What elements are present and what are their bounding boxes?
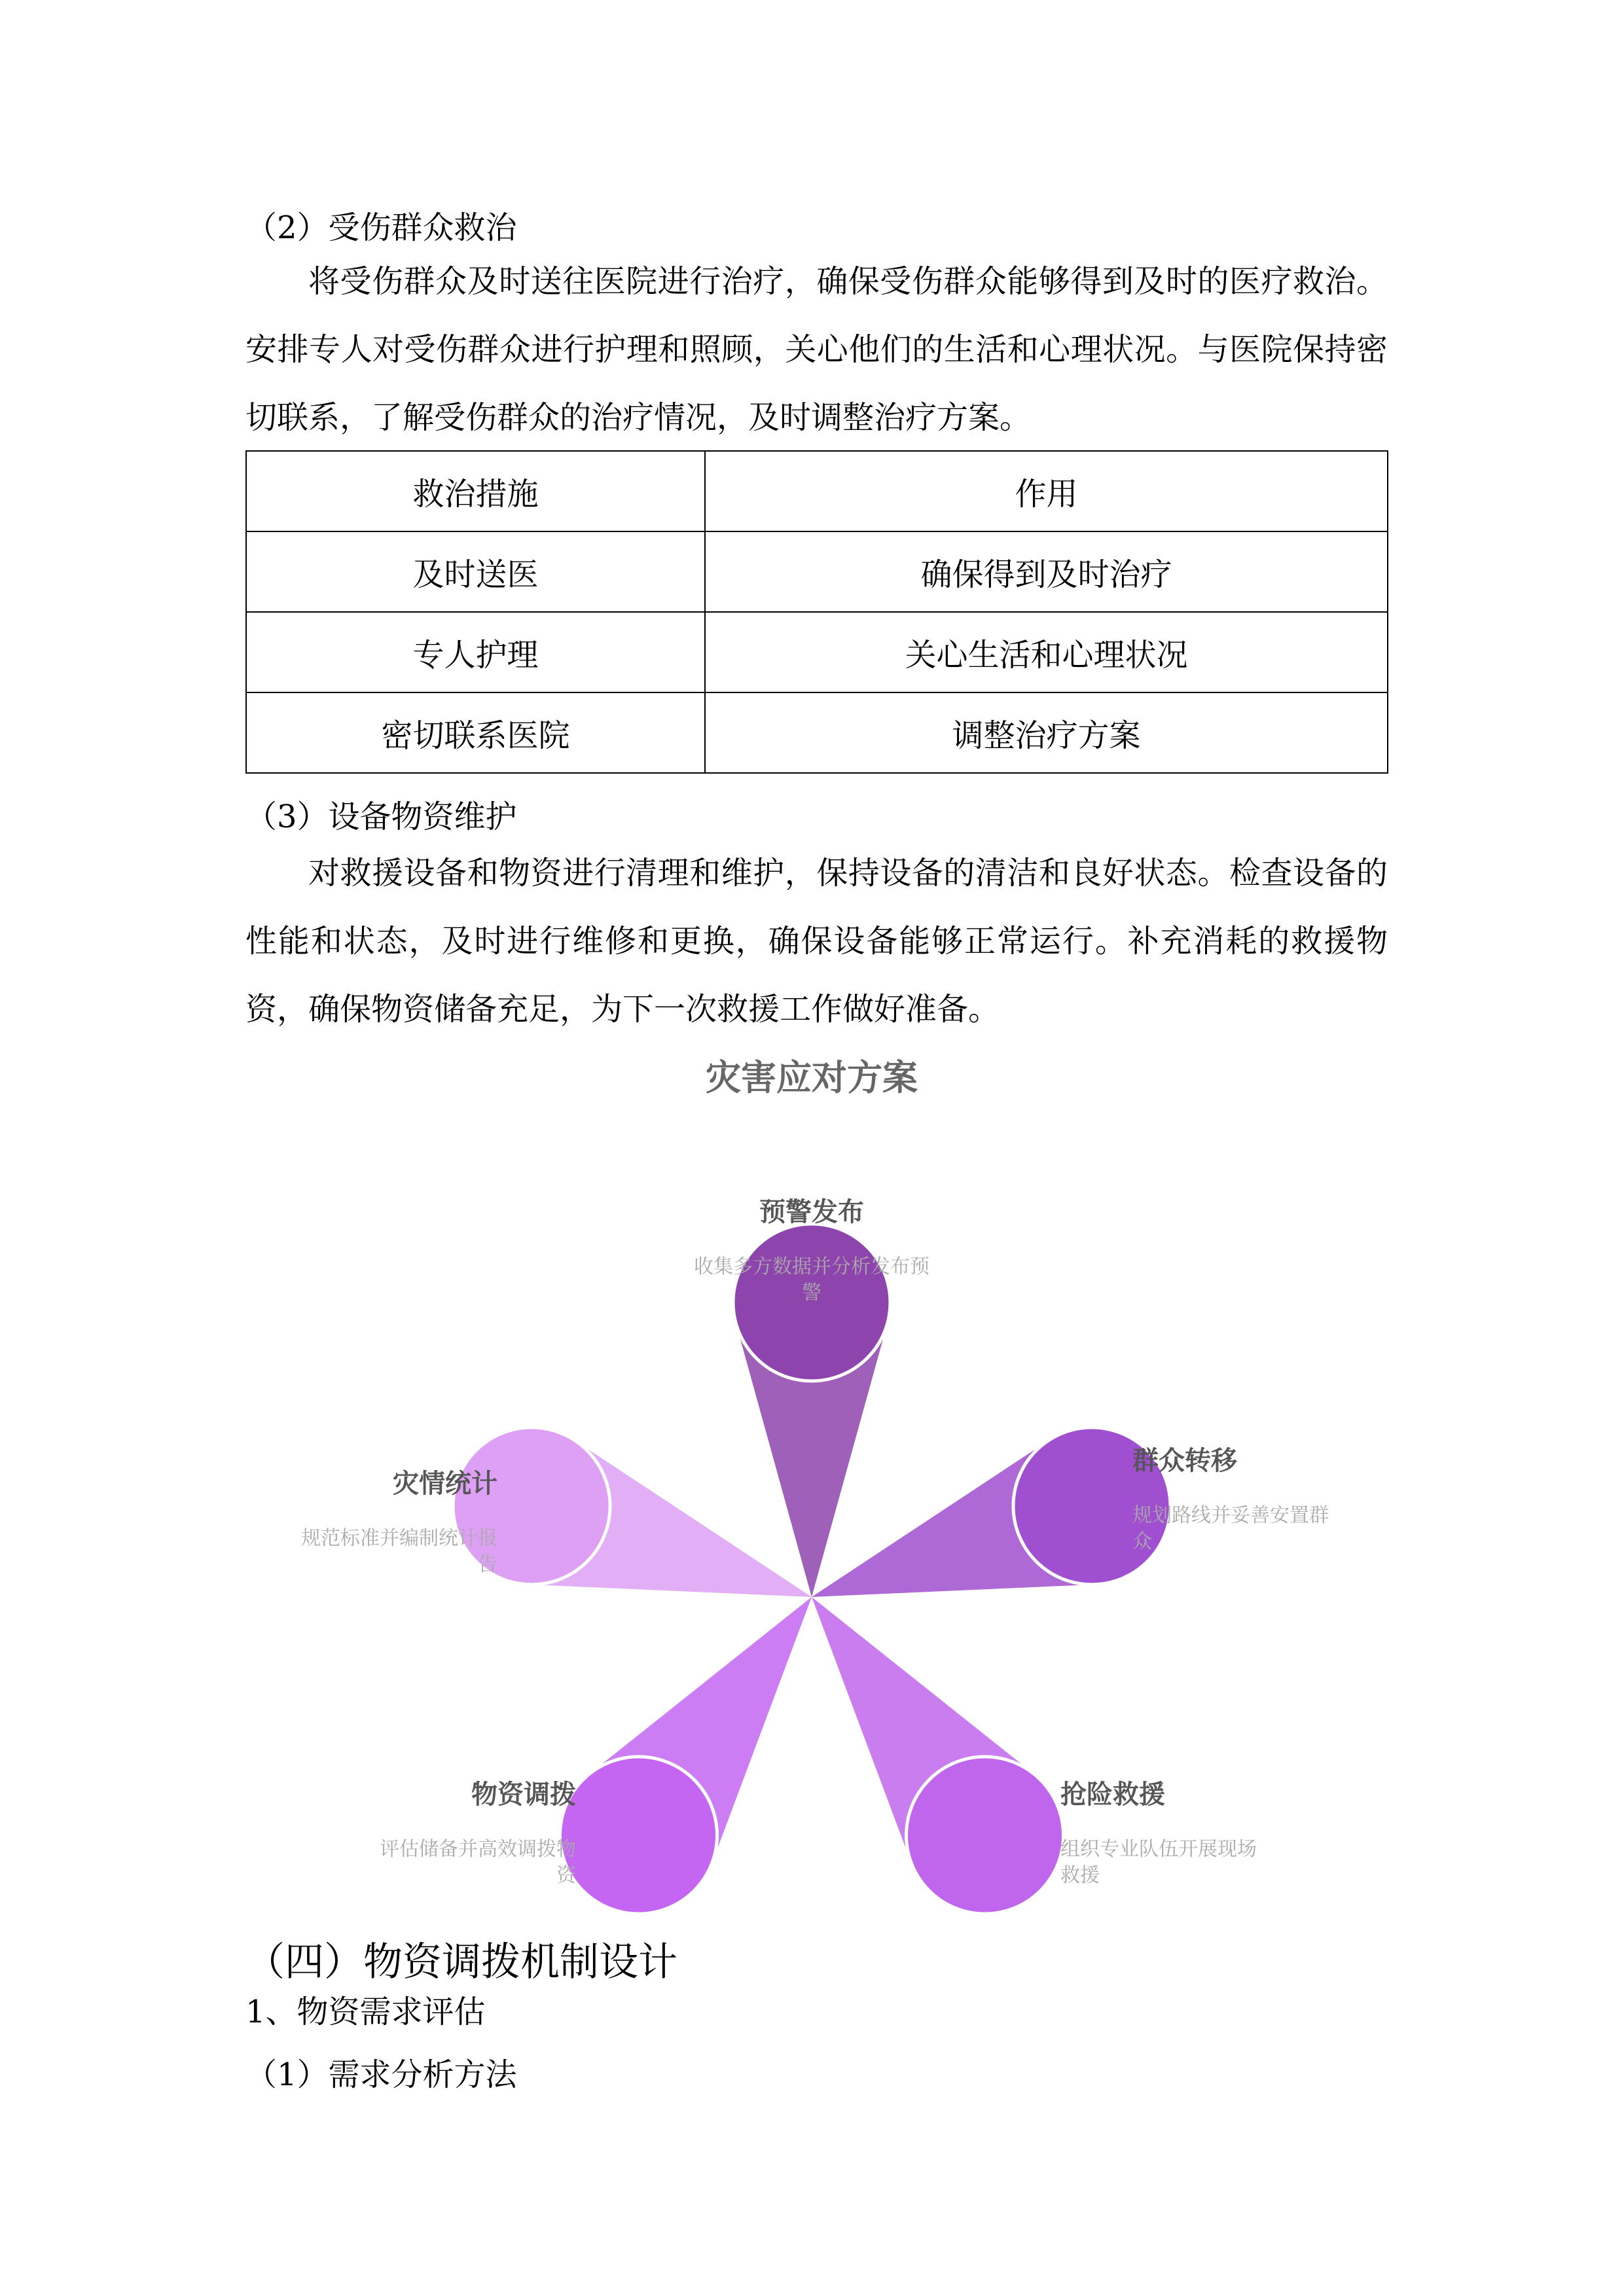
petal-circle-disaster-statistics xyxy=(453,1427,610,1585)
table-cell: 及时送医 xyxy=(246,531,705,612)
node-desc-cont-emergency-rescue: 救援 xyxy=(1060,1864,1100,1887)
table-row xyxy=(246,692,1388,773)
rescue-measures-table xyxy=(245,450,1388,774)
table-cell: 专人护理 xyxy=(246,612,705,692)
node-title-disaster-statistics: 灾情统计 xyxy=(393,1469,497,1499)
paragraph-injured-rescue: 将受伤群众及时送往医院进行治疗，确保受伤群众能够得到及时的医疗救治。安排专人对受伤群众进行护理和照顾，关心他们的生活和心理状况。与医院保持密切联系，了解受伤群众的治疗情况，及时调整治疗方案。 xyxy=(245,263,1388,436)
subheading-demand-assessment: 1、物资需求评估 xyxy=(245,1994,486,2030)
disaster-response-diagram xyxy=(0,1021,1624,1924)
node-desc-emergency-rescue: 组织专业队伍开展现场 xyxy=(1060,1838,1257,1861)
table-header-cell: 救治措施 xyxy=(246,451,705,531)
node-title-crowd-transfer: 群众转移 xyxy=(1132,1446,1237,1476)
table-row xyxy=(246,531,1388,612)
node-title-material-allocation: 物资调拨 xyxy=(471,1780,576,1810)
table-cell: 确保得到及时治疗 xyxy=(705,531,1388,612)
node-desc-cont-warning-release: 警 xyxy=(802,1282,821,1304)
table-cell: 调整治疗方案 xyxy=(705,692,1388,773)
node-title-emergency-rescue: 抢险救援 xyxy=(1060,1780,1165,1810)
node-desc-crowd-transfer: 规划路线并妥善安置群 xyxy=(1132,1504,1329,1527)
petal-circle-emergency-rescue xyxy=(907,1757,1064,1914)
node-desc-cont-crowd-transfer: 众 xyxy=(1132,1530,1152,1553)
table-header-cell: 作用 xyxy=(705,451,1388,531)
node-desc-disaster-statistics: 规范标准并编制统计报 xyxy=(301,1527,497,1550)
node-desc-cont-disaster-statistics: 告 xyxy=(478,1553,497,1576)
section-heading-injured-rescue: （2）受伤群众救治 xyxy=(245,209,517,246)
table-cell: 关心生活和心理状况 xyxy=(705,612,1388,692)
node-desc-warning-release: 收集多方数据并分析发布预 xyxy=(694,1255,929,1278)
section-heading-equipment-maintenance: （3）设备物资维护 xyxy=(245,798,517,835)
section-heading-allocation-mechanism: （四）物资调拨机制设计 xyxy=(245,1939,677,1985)
node-title-warning-release: 预警发布 xyxy=(759,1197,864,1227)
table-header-row xyxy=(246,451,1388,531)
subheading-demand-analysis-method: （1）需求分析方法 xyxy=(245,2056,517,2093)
paragraph-equipment-maintenance: 对救援设备和物资进行清理和维护，保持设备的清洁和良好状态。检查设备的性能和状态，及时进行维修和更换，确保设备能够正常运行。补充消耗的救援物资，确保物资储备充足，为下一次救援工作做好准备。 xyxy=(245,855,1388,1028)
node-desc-cont-material-allocation: 资 xyxy=(556,1864,576,1887)
petal-circle-material-allocation xyxy=(560,1757,717,1914)
table-row xyxy=(246,612,1388,692)
table-cell: 密切联系医院 xyxy=(246,692,705,773)
node-desc-material-allocation: 评估储备并高效调拨物 xyxy=(380,1838,576,1861)
diagram-title: 灾害应对方案 xyxy=(706,1057,918,1098)
